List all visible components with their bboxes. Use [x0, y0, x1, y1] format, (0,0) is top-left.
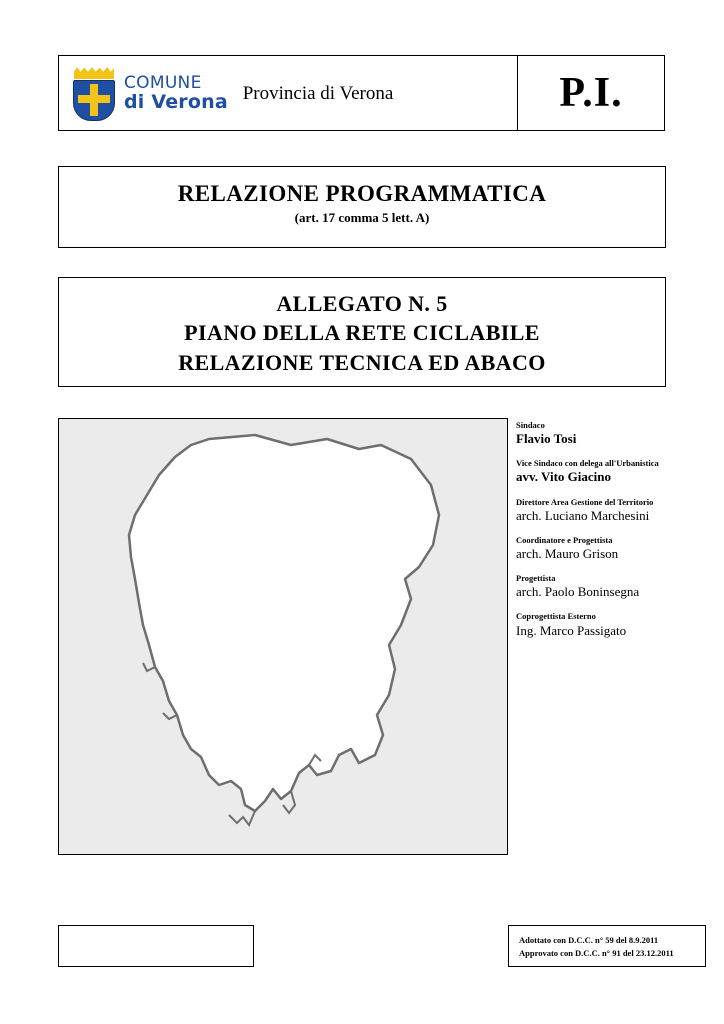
plan-code: P.I.: [559, 70, 623, 116]
footer-approval-box: [508, 925, 706, 967]
relazione-title: RELAZIONE PROGRAMMATICA: [177, 181, 547, 206]
credit-name: arch. Mauro Grison: [516, 545, 619, 561]
credit-item: [516, 497, 706, 524]
footer-left-box: [58, 925, 254, 967]
credit-role: Sindaco: [516, 420, 545, 430]
map-panel: [58, 418, 508, 855]
credit-role: Direttore Area Gestione del Territorio: [516, 496, 654, 507]
approval-line: Approvato con D.C.C. n° 91 del 23.12.2011: [519, 947, 674, 958]
adoption-line: Adottato con D.C.C. n° 59 del 8.9.2011: [519, 935, 659, 945]
credit-role: Progettista: [516, 573, 556, 584]
credit-role: Vice Sindaco con delega all'Urbanistica: [516, 458, 659, 469]
credits-list: [516, 420, 706, 650]
credit-item: [516, 420, 706, 447]
relazione-box: [58, 166, 666, 248]
allegato-box: [58, 277, 666, 387]
credit-name: Ing. Marco Passigato: [516, 622, 627, 638]
allegato-line-1: ALLEGATO N. 5: [276, 291, 448, 316]
header-left-box: [58, 55, 518, 131]
logo-line-2: di Verona: [124, 90, 228, 113]
header-right-box: [517, 55, 665, 131]
credit-name: arch. Paolo Boninsegna: [516, 584, 640, 600]
credit-item: [516, 458, 706, 485]
credit-item: [516, 573, 706, 600]
province-label: Provincia di Verona: [242, 83, 394, 104]
relazione-subtitle: (art. 17 comma 5 lett. A): [294, 210, 430, 225]
credit-name: avv. Vito Giacino: [516, 469, 611, 485]
credit-item: [516, 535, 706, 562]
credit-role: Coordinatore e Progettista: [516, 534, 613, 545]
credit-name: arch. Luciano Marchesini: [516, 507, 650, 523]
credit-name: Flavio Tosi: [516, 431, 577, 447]
credit-item: [516, 611, 706, 638]
allegato-line-3: RELAZIONE TECNICA ED ABACO: [178, 349, 546, 375]
header: [58, 55, 666, 131]
credit-role: Coprogettista Esterno: [516, 611, 596, 622]
allegato-line-2: PIANO DELLA RETE CICLABILE: [184, 320, 540, 346]
crown-icon: [74, 67, 114, 79]
verona-municipality-map: [59, 419, 508, 855]
logo-line-1: COMUNE: [124, 73, 202, 94]
